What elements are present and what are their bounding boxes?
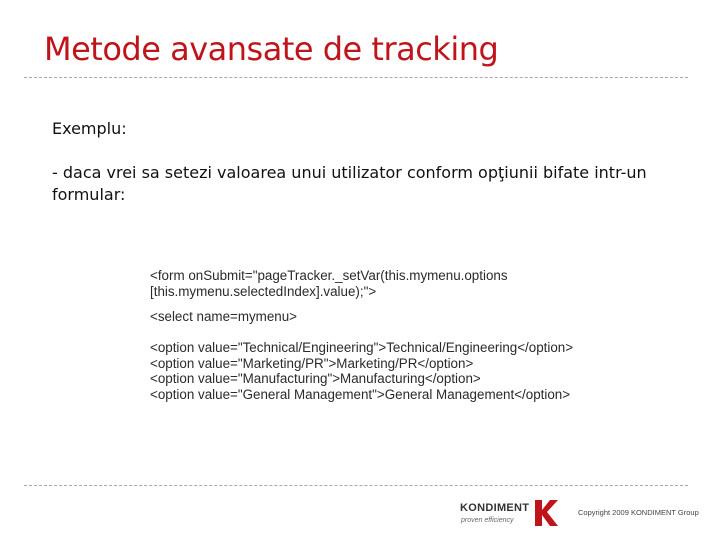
code-example <box>150 268 573 402</box>
bottom-divider <box>24 485 688 486</box>
bullet-text: - daca vrei sa setezi valoarea unui utilizator conform opţiunii bifate intr-un formular: <box>52 163 647 204</box>
k-logo-icon <box>533 498 559 528</box>
code-option-line: <option value="Technical/Engineering">Technical/Engineering</option> <box>150 340 574 355</box>
code-option-line: <option value="Marketing/PR">Marketing/PR</option> <box>150 355 474 371</box>
code-form-line-1: <form onSubmit="pageTracker._setVar(this.mymenu.options <box>150 268 508 283</box>
logo-name: KONDIMENT <box>460 502 530 514</box>
slide-body <box>52 118 692 206</box>
top-divider <box>24 77 688 78</box>
code-select-line: <select name=mymenu> <box>150 309 298 324</box>
code-option-line: <option value="General Management">General Management</option> <box>150 386 571 402</box>
copyright-text: Copyright 2009 KONDIMENT Group <box>578 508 699 517</box>
kondiment-logo <box>460 498 560 528</box>
logo-tagline: proven efficiency <box>461 517 514 524</box>
code-option-line: <option value="Manufacturing">Manufacturing</option> <box>150 371 481 386</box>
intro-text: Exemplu: <box>52 119 127 138</box>
slide-title: Metode avansate de tracking <box>44 30 499 68</box>
code-form-line-2: [this.mymenu.selectedIndex].value);"> <box>150 283 377 299</box>
